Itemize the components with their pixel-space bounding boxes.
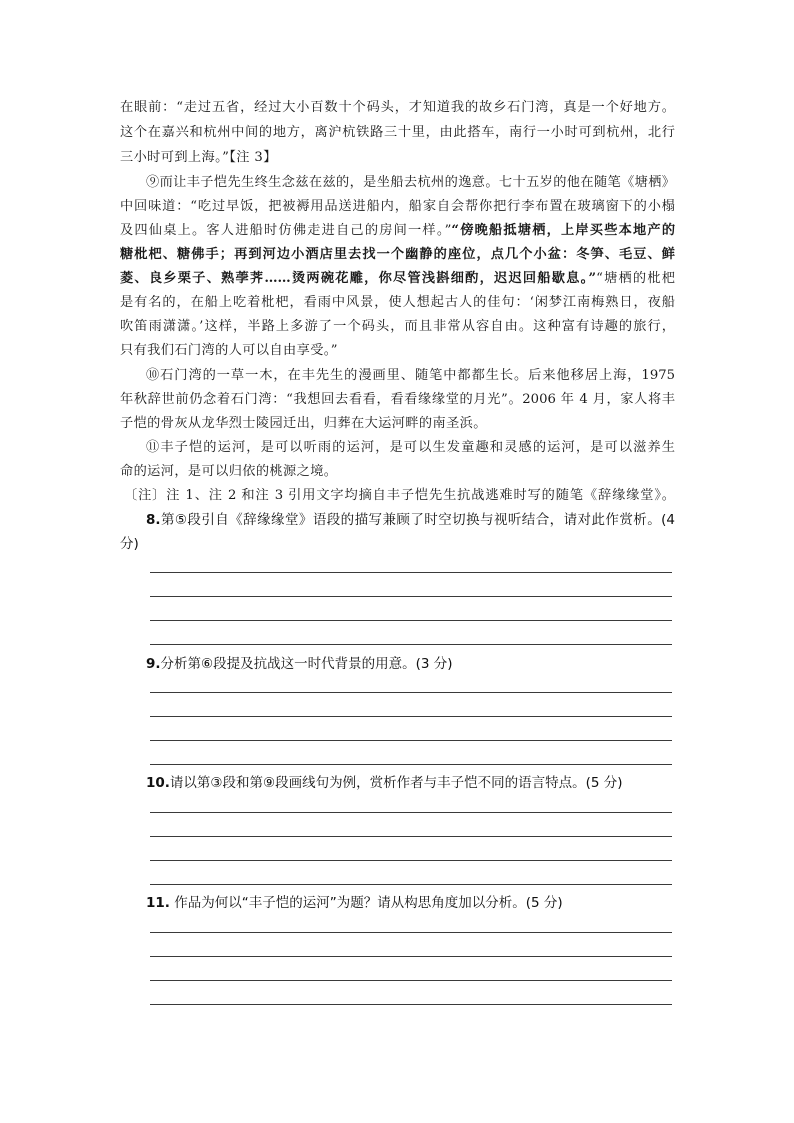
marked-sentence: “傍晚船抵塘栖，上岸买些本地产的 — [451, 223, 676, 238]
passage-line — [120, 171, 675, 195]
answer-line — [150, 836, 672, 837]
footnote-text: 〔注〕注 1、注 2 和注 3 引用文字均摘自丰子恺先生抗战逃难时写的随笔《辞缘缘堂》。 — [124, 488, 675, 503]
paragraph-11 — [120, 436, 675, 484]
question-number: 8. — [146, 512, 161, 528]
question-9 — [120, 652, 675, 676]
passage-line: 子恺的骨灰从龙华烈士陵园迁出，归葬在大运河畔的南圣浜。 — [120, 416, 487, 431]
passage-line: 这个在嘉兴和杭州中间的地方，离沪杭铁路三十里，由此搭车，南行一小时可到杭州，北行 — [120, 125, 675, 140]
marked-sentence: 糖枇杷、糖佛手；再到河边小酒店里去找一个幽静的座位，点几个小盆：冬笋、毛豆、鲜 — [120, 247, 675, 262]
passage-text: 只有我们石门湾的人可以自由享受。” — [120, 343, 338, 358]
question-line — [120, 891, 675, 915]
passage-text: 是有名的，在船上吃着枇杷，看雨中风景，使人想起古人的佳句：‘闲梦江南梅熟日，夜船 — [120, 295, 675, 310]
passage-line: 三小时可到上海。”【注 3】 — [120, 150, 277, 165]
paragraph-9 — [120, 171, 675, 363]
passage-line — [120, 291, 675, 315]
answer-line — [150, 620, 672, 621]
passage-line: 命的运河，是可以归依的桃源之境。 — [120, 464, 338, 479]
passage-line — [120, 267, 675, 291]
passage-line — [120, 339, 675, 363]
answer-line — [150, 980, 672, 981]
question-line — [120, 508, 675, 532]
answer-line — [150, 1004, 672, 1005]
answer-line — [150, 692, 672, 693]
question-number: 11. — [146, 895, 170, 911]
question-line — [120, 532, 675, 556]
answer-line — [150, 716, 672, 717]
answer-line — [150, 596, 672, 597]
passage-line: 年秋辞世前仍念着石门湾：“我想回去看看，看看缘缘堂的月光”。2006 年 4 月，家人将丰 — [120, 392, 675, 407]
answer-line — [150, 860, 672, 861]
answer-line — [150, 932, 672, 933]
question-text: 分析第⑥段提及抗战这一时代背景的用意。(3 分) — [160, 656, 453, 672]
answer-line — [150, 884, 672, 885]
paragraph-intro — [120, 95, 675, 170]
passage-line: 在眼前：“走过五省，经过大小百数十个码头，才知道我的故乡石门湾，真是一个好地方。 — [120, 100, 675, 115]
question-10 — [120, 771, 675, 795]
marked-sentence: 菱、良乡栗子、熟荸荠……烫两碗花雕，你尽管浅斟细酌，迟迟回船歇息。” — [120, 271, 597, 286]
passage-line — [120, 195, 675, 219]
answer-line — [150, 764, 672, 765]
question-11 — [120, 891, 675, 915]
passage-line — [120, 219, 675, 243]
question-text: 第⑤段引自《辞缘缘堂》语段的描写兼顾了时空切换与视听结合，请对此作赏析。(4 — [160, 512, 675, 528]
answer-line — [150, 644, 672, 645]
question-line — [120, 652, 675, 676]
question-8 — [120, 508, 675, 556]
passage-text: 中回味道：“吃过早饭，把被褥用品送进船内，船家自会帮你把行李布置在玻璃窗下的小榻 — [120, 199, 675, 214]
answer-line — [150, 956, 672, 957]
answer-line — [150, 812, 672, 813]
passage-text: “塘栖的枇杷 — [596, 271, 675, 286]
passage-line: ⑩石门湾的一草一木，在丰先生的漫画里、随笔中都都生长。后来他移居上海，1975 — [146, 368, 675, 383]
passage-line — [120, 243, 675, 267]
question-number: 9. — [146, 656, 161, 672]
paragraph-10 — [120, 364, 675, 436]
question-text: 作品为何以“丰子恺的运河”为题？请从构思角度加以分析。(5 分) — [169, 895, 563, 911]
passage-text: 及四仙桌上。客人进船时仿佛走进自己的房间一样。” — [120, 223, 452, 238]
answer-line — [150, 740, 672, 741]
passage-line — [120, 315, 675, 339]
answer-line — [150, 572, 672, 573]
passage-line: ⑪丰子恺的运河，是可以听雨的运河，是可以生发童趣和灵感的运河，是可以滋养生 — [146, 440, 675, 455]
question-number: 10. — [146, 775, 170, 791]
question-text: 分) — [120, 536, 139, 552]
footnote — [124, 484, 675, 508]
question-text: 请以第③段和第⑨段画线句为例，赏析作者与丰子恺不同的语言特点。(5 分) — [169, 775, 623, 791]
question-line — [120, 771, 675, 795]
passage-text: 吹笛雨潇潇。’这样，半路上多游了一个码头，而且非常从容自由。这种富有诗趣的旅行， — [120, 319, 675, 334]
passage-text: ⑨而让丰子恺先生终生念兹在兹的，是坐船去杭州的逸意。七十五岁的他在随笔《塘栖》 — [146, 175, 675, 190]
